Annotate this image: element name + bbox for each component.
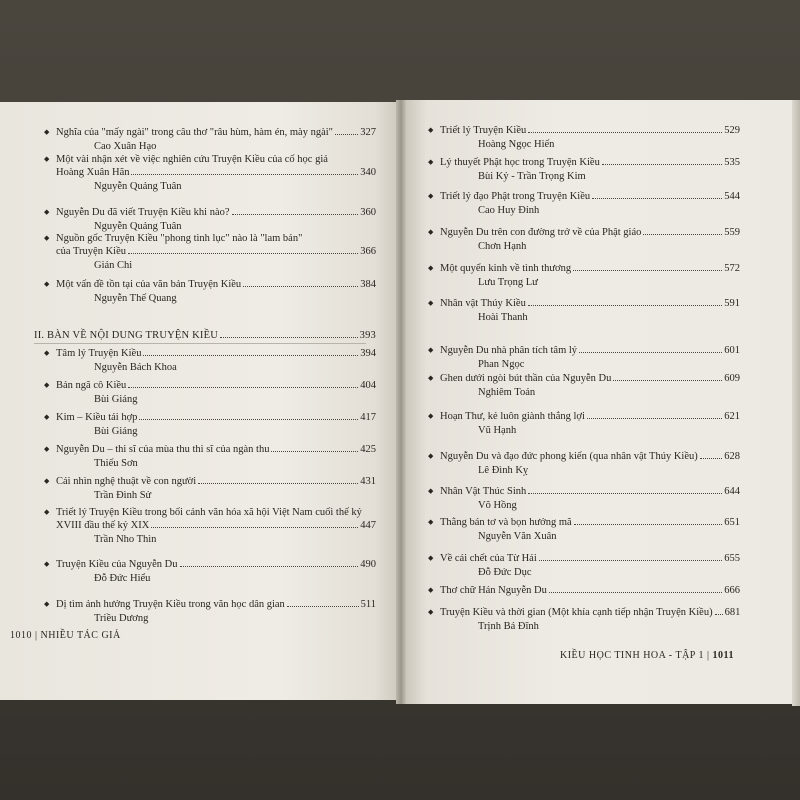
toc-page-number: 601: [724, 345, 740, 356]
toc-entry-title-line: [440, 226, 740, 239]
dot-leader: [198, 483, 358, 484]
dot-leader: [335, 134, 358, 135]
toc-entry-title-text: Bản ngã cô Kiều: [56, 380, 127, 391]
bullet-diamond-icon: ◆: [428, 586, 434, 594]
dot-leader: [700, 458, 723, 459]
toc-page-number: 621: [724, 411, 740, 422]
bullet-diamond-icon: ◆: [44, 349, 50, 357]
toc-page-number: 572: [724, 263, 740, 274]
toc-entry-author: Hoàng Ngọc Hiến: [478, 139, 555, 150]
toc-entry-title: [56, 232, 376, 245]
dot-leader: [715, 614, 723, 615]
footer-left: 1010 | NHIỀU TÁC GIẢ: [10, 630, 121, 641]
dot-leader: [539, 560, 723, 561]
toc-entry-author: Nguyễn Quảng Tuân: [94, 221, 182, 232]
toc-entry-title-line: [56, 598, 376, 611]
toc-entry-title-text: Triết lý Truyện Kiều: [440, 125, 527, 136]
toc-entry-title-line: [56, 206, 376, 219]
toc-entry-author: Lê Đình Kỵ: [478, 465, 529, 476]
dot-leader: [180, 566, 359, 567]
bullet-diamond-icon: ◆: [428, 158, 434, 166]
toc-entry-title-text: Nguồn gốc Truyện Kiều "phong tình lục" nào là "lam bản": [56, 233, 303, 244]
toc-entry-title-text: Nhân Vật Thúc Sinh: [440, 486, 527, 497]
bullet-diamond-icon: ◆: [44, 381, 50, 389]
toc-entry-author: Trần Nho Thìn: [94, 534, 157, 545]
toc-entry-author: Bùi Giáng: [94, 426, 138, 437]
dot-leader: [602, 164, 722, 165]
toc-entry-author: Bùi Kỷ - Trần Trọng Kim: [478, 171, 586, 182]
toc-entry-title-line: [56, 558, 376, 571]
toc-entry-author: Triều Dương: [94, 613, 149, 624]
footer-author: NHIỀU TÁC GIẢ: [40, 630, 121, 641]
dot-leader: [232, 214, 359, 215]
toc-entry-author: Chơn Hạnh: [478, 241, 527, 252]
toc-page-number: 591: [724, 298, 740, 309]
toc-entry-author: Võ Hồng: [478, 500, 517, 511]
toc-entry-title-text: Nguyễn Du đã viết Truyện Kiều khi nào?: [56, 207, 230, 218]
bullet-diamond-icon: ◆: [428, 228, 434, 236]
toc-page-number: 651: [724, 517, 740, 528]
toc-entry-title-line: [440, 552, 740, 565]
toc-entry-title-line: [56, 443, 376, 456]
toc-entry-author: Cao Huy Đỉnh: [478, 205, 540, 216]
toc-page-number: 366: [360, 246, 376, 257]
toc-entry-title-text: Truyện Kiều của Nguyễn Du: [56, 559, 178, 570]
bullet-diamond-icon: ◆: [44, 413, 50, 421]
toc-entry-title-text: Nguyễn Du trên con đường trở về của Phật giáo: [440, 227, 642, 238]
toc-page-number: 666: [724, 585, 740, 596]
toc-entry-author: Nguyễn Quảng Tuân: [94, 181, 182, 192]
toc-entry-author: Nguyễn Bách Khoa: [94, 362, 177, 373]
toc-entry-title-line: [56, 475, 376, 488]
toc-page-number: 535: [724, 157, 740, 168]
toc-entry-title-line: [56, 126, 376, 139]
toc-entry-title-text: Nguyễn Du nhà phân tích tâm lý: [440, 345, 578, 356]
toc-entry-author: Đỗ Đức Dục: [478, 567, 532, 578]
toc-page-number: 393: [359, 330, 376, 341]
toc-page-number: 384: [360, 279, 376, 290]
bullet-diamond-icon: ◆: [44, 234, 50, 242]
toc-entry-title-line: [440, 606, 740, 619]
toc-entry-title-line: [56, 347, 376, 360]
toc-entry-author: Bùi Giáng: [94, 394, 138, 405]
bullet-diamond-icon: ◆: [428, 412, 434, 420]
bullet-diamond-icon: ◆: [44, 600, 50, 608]
toc-entry-title-text: Triết lý Truyện Kiều trong bối cảnh văn hóa xã hội Việt Nam cuối thế kỷ: [56, 507, 362, 518]
toc-page-number: 511: [360, 599, 376, 610]
toc-entry-author: Giản Chi: [94, 260, 133, 271]
bullet-diamond-icon: ◆: [428, 518, 434, 526]
toc-page-number: 425: [360, 444, 376, 455]
dot-leader: [271, 451, 358, 452]
bullet-diamond-icon: ◆: [428, 346, 434, 354]
toc-page-number: 360: [360, 207, 376, 218]
dot-leader: [143, 355, 358, 356]
page-number-left: 1010: [10, 630, 32, 641]
footer-book-title: KIỀU HỌC TINH HOA - TẬP 1: [560, 650, 704, 661]
toc-entry-title-line: [440, 516, 740, 529]
toc-entry-title-line: [56, 245, 376, 258]
toc-entry-title-text: Cái nhìn nghệ thuật về con người: [56, 476, 197, 487]
dot-leader: [587, 418, 722, 419]
toc-entry-author: Vũ Hạnh: [478, 425, 517, 436]
toc-entry-title-text: Nguyễn Du – thi sĩ của mùa thu thi sĩ của ngàn thu: [56, 444, 270, 455]
toc-entry-title-text: Hoạn Thư, kẻ luôn giành thắng lợi: [440, 411, 585, 422]
toc-entry-title-text: Dị tìm ảnh hưởng Truyện Kiều trong văn học dân gian: [56, 599, 285, 610]
toc-entry-title-line: [56, 411, 376, 424]
toc-entry-title-text: Một quyển kinh về tình thương: [440, 263, 572, 274]
toc-page-number: 544: [724, 191, 740, 202]
bullet-diamond-icon: ◆: [44, 560, 50, 568]
toc-entry-title-text: Hoàng Xuân Hãn: [56, 167, 130, 178]
toc-page-number: 644: [724, 486, 740, 497]
dot-leader: [139, 419, 358, 420]
dot-leader: [579, 352, 722, 353]
toc-entry-title-text: Ghen dưới ngòi bút thần của Nguyễn Du: [440, 373, 612, 384]
toc-entry-title-line: [440, 584, 740, 597]
bullet-diamond-icon: ◆: [428, 608, 434, 616]
dot-leader: [220, 337, 358, 338]
dot-leader: [128, 387, 358, 388]
bullet-diamond-icon: ◆: [428, 487, 434, 495]
toc-page-number: 529: [724, 125, 740, 136]
toc-entry-author: Nguyễn Thế Quang: [94, 293, 177, 304]
toc-entry-author: Lưu Trọng Lư: [478, 277, 538, 288]
bullet-diamond-icon: ◆: [428, 374, 434, 382]
toc-entry-author: Thiếu Sơn: [94, 458, 138, 469]
toc-entry-title-text: XVIII đầu thế kỷ XIX: [56, 520, 150, 531]
toc-entry-title-text: Thơ chữ Hán Nguyễn Du: [440, 585, 547, 596]
bullet-diamond-icon: ◆: [428, 452, 434, 460]
toc-page-number: 681: [724, 607, 741, 618]
dot-leader: [549, 592, 722, 593]
bullet-diamond-icon: ◆: [44, 208, 50, 216]
bullet-diamond-icon: ◆: [44, 155, 50, 163]
toc-entry-title-text: Tâm lý Truyện Kiều: [56, 348, 142, 359]
dot-leader: [151, 527, 358, 528]
bullet-diamond-icon: ◆: [428, 126, 434, 134]
toc-entry-author: Trịnh Bá Đĩnh: [478, 621, 539, 632]
dot-leader: [613, 380, 722, 381]
toc-entry-title-line: [440, 485, 740, 498]
toc-entry-title-line: [440, 156, 740, 169]
toc-entry-title-text: của Truyện Kiều: [56, 246, 126, 257]
toc-entry-title-line: [440, 262, 740, 275]
toc-page-number: 340: [360, 167, 376, 178]
bullet-diamond-icon: ◆: [44, 477, 50, 485]
toc-entry-title-text: Triết lý đạo Phật trong Truyện Kiều: [440, 191, 591, 202]
book-gutter: [396, 100, 406, 704]
toc-page-number: 490: [360, 559, 376, 570]
toc-entry-title-line: [440, 410, 740, 423]
toc-entry-title-text: Nhân vật Thúy Kiều: [440, 298, 526, 309]
toc-entry-title-text: Nguyễn Du và đạo đức phong kiến (qua nhân vật Thúy Kiều): [440, 451, 698, 462]
toc-entry-title: [56, 506, 376, 519]
dot-leader: [287, 606, 359, 607]
toc-entry-title-line: [440, 297, 740, 310]
toc-page-number: 327: [360, 127, 376, 138]
section-divider: [34, 343, 366, 344]
toc-entry-title: [56, 153, 376, 166]
toc-entry-author: Cao Xuân Hạo: [94, 141, 157, 152]
toc-page-number: 431: [360, 476, 376, 487]
bullet-diamond-icon: ◆: [44, 445, 50, 453]
page-edge: [792, 100, 800, 706]
dot-leader: [128, 253, 358, 254]
section-heading: [34, 329, 376, 342]
toc-entry-author: Hoài Thanh: [478, 312, 528, 323]
bullet-diamond-icon: ◆: [44, 508, 50, 516]
toc-page-number: 655: [724, 553, 740, 564]
dot-leader: [528, 493, 722, 494]
toc-entry-title-text: Nghĩa của "mấy ngài" trong câu thơ "râu hùm, hàm én, mày ngài": [56, 127, 333, 138]
toc-page-number: 559: [724, 227, 740, 238]
toc-entry-title-line: [440, 450, 740, 463]
toc-entry-title-line: [56, 278, 376, 291]
toc-entry-author: Đỗ Đức Hiểu: [94, 573, 151, 584]
footer-right: KIỀU HỌC TINH HOA - TẬP 1 | 1011: [560, 650, 734, 661]
bullet-diamond-icon: ◆: [428, 299, 434, 307]
dot-leader: [131, 174, 358, 175]
toc-entry-title-line: [56, 166, 376, 179]
toc-entry-title-line: [440, 190, 740, 203]
dot-leader: [592, 198, 722, 199]
toc-page-number: 609: [724, 373, 740, 384]
dot-leader: [574, 524, 723, 525]
toc-entry-author: Nghiêm Toản: [478, 387, 536, 398]
toc-entry-title-line: [56, 379, 376, 392]
toc-entry-author: Phan Ngọc: [478, 359, 525, 370]
dot-leader: [643, 234, 722, 235]
bullet-diamond-icon: ◆: [428, 554, 434, 562]
toc-entry-title-line: [56, 519, 376, 532]
dot-leader: [528, 132, 722, 133]
dot-leader: [528, 305, 722, 306]
toc-page-number: 447: [360, 520, 376, 531]
toc-page-number: 394: [360, 348, 376, 359]
toc-entry-title-line: [440, 372, 740, 385]
toc-page-number: 404: [360, 380, 376, 391]
toc-entry-title-text: II. BÀN VỀ NỘI DUNG TRUYỆN KIỀU: [34, 330, 219, 341]
toc-page-number: 628: [724, 451, 740, 462]
bullet-diamond-icon: ◆: [428, 192, 434, 200]
toc-entry-title-text: Về cái chết của Từ Hải: [440, 553, 537, 564]
toc-entry-title-text: Lý thuyết Phật học trong Truyện Kiều: [440, 157, 600, 168]
toc-entry-author: Nguyễn Văn Xuân: [478, 531, 557, 542]
dot-leader: [573, 270, 722, 271]
toc-entry-title-text: Một vấn đề tồn tại của văn bản Truyện Kiều: [56, 279, 242, 290]
page-number-right: 1011: [712, 650, 734, 661]
toc-entry-title-text: Một vài nhận xét về việc nghiên cứu Truyện Kiều của cố học giả: [56, 154, 328, 165]
toc-entry-title-line: [440, 344, 740, 357]
bullet-diamond-icon: ◆: [428, 264, 434, 272]
toc-entry-title-text: Thằng bán tơ và bọn hưởng mã: [440, 517, 572, 528]
dot-leader: [243, 286, 358, 287]
toc-page-number: 417: [360, 412, 376, 423]
bullet-diamond-icon: ◆: [44, 280, 50, 288]
toc-entry-title-line: [440, 124, 740, 137]
toc-entry-author: Trần Đình Sử: [94, 490, 152, 501]
bullet-diamond-icon: ◆: [44, 128, 50, 136]
toc-entry-title-text: Kim – Kiều tái hợp: [56, 412, 138, 423]
toc-entry-title-text: Truyện Kiều và thời gian (Một khía cạnh tiếp nhận Truyện Kiều): [440, 607, 713, 618]
